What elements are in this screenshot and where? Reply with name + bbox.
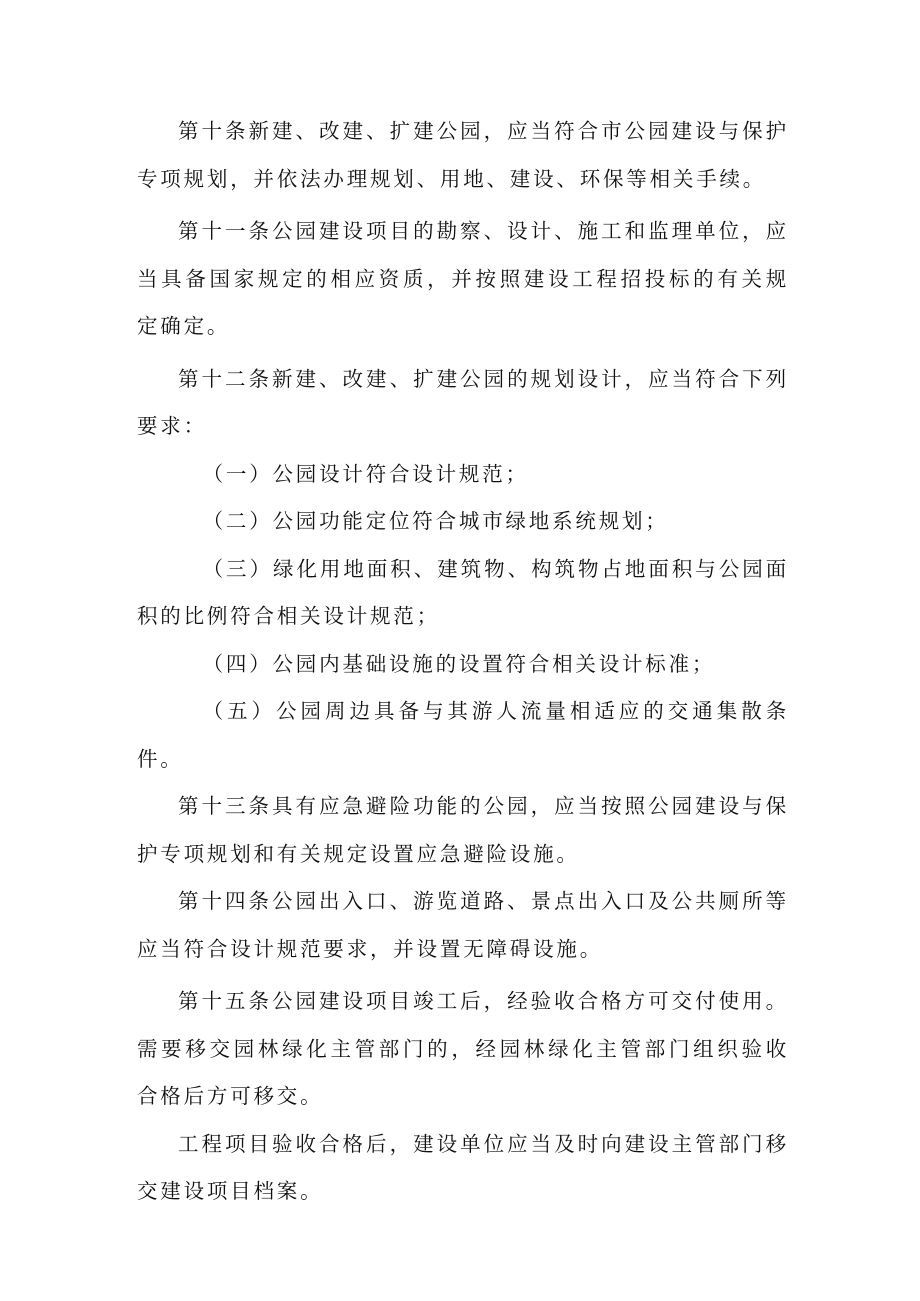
article-11-paragraph: 第十一条公园建设项目的勘察、设计、施工和监理单位，应当具备国家规定的相应资质，并按照建设工程招投标的有关规定确定。 bbox=[137, 219, 789, 338]
article-12-item-3: （三）绿化用地面积、建筑物、构筑物占地面积与公园面积的比例符合相关设计规范； bbox=[137, 556, 789, 628]
article-10-paragraph: 第十条新建、改建、扩建公园，应当符合市公园建设与保护专项规划，并依法办理规划、用地、建设、环保等相关手续。 bbox=[137, 119, 789, 191]
article-12-item-2: （二）公园功能定位符合城市绿地系统规划； bbox=[202, 509, 669, 533]
article-12-item-5: （五）公园周边具备与其游人流量相适应的交通集散条件。 bbox=[137, 699, 789, 771]
article-12-item-1: （一）公园设计符合设计规范； bbox=[202, 461, 529, 486]
article-14-paragraph: 第十四条公园出入口、游览道路、景点出入口及公共厕所等应当符合设计规范要求，并设置无障碍设施。 bbox=[137, 889, 789, 961]
article-13-paragraph: 第十三条具有应急避险功能的公园，应当按照公园建设与保护专项规划和有关规定设置应急避险设施。 bbox=[137, 794, 789, 866]
document-body bbox=[137, 108, 789, 1216]
article-15-second-paragraph: 工程项目验收合格后，建设单位应当及时向建设主管部门移交建设项目档案。 bbox=[137, 1131, 789, 1203]
article-12-item-4: （四）公园内基础设施的设置符合相关设计标准； bbox=[202, 651, 716, 676]
article-15-paragraph: 第十五条公园建设项目竣工后，经验收合格方可交付使用。需要移交园林绿化主管部门的，经园林绿化主管部门组织验收合格后方可移交。 bbox=[137, 989, 789, 1108]
article-12-paragraph: 第十二条新建、改建、扩建公园的规划设计，应当符合下列要求： bbox=[137, 366, 789, 438]
